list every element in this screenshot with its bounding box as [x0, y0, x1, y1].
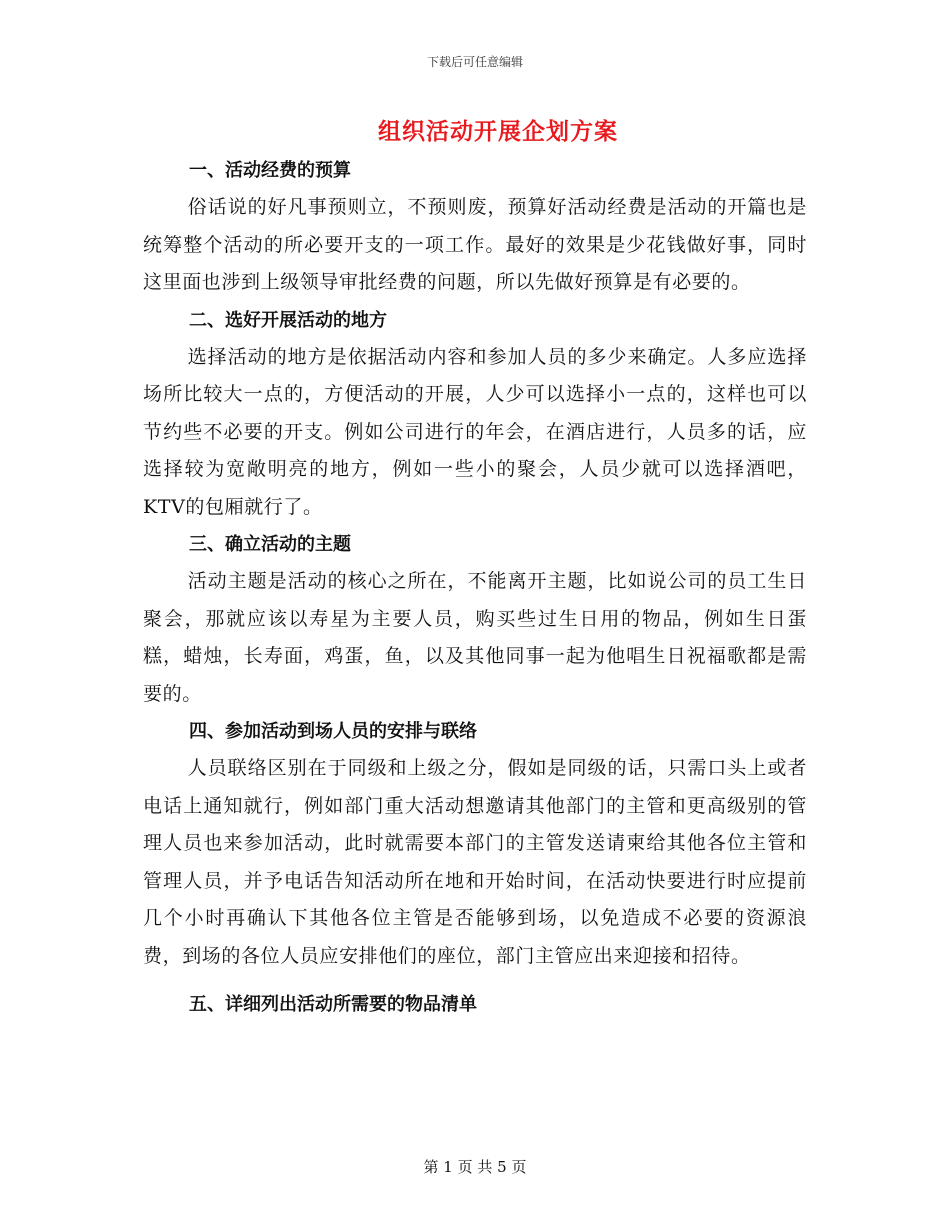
section-body-3: 活动主题是活动的核心之所在，不能离开主题，比如说公司的员工生日聚会，那就应该以寿星为主要人员，购买些过生日用的物品，例如生日蛋糕，蜡烛，长寿面，鸡蛋，鱼，以及其他同事一起为他唱生日祝福歌都是需要的。	[143, 570, 807, 705]
document-body	[143, 152, 807, 1023]
document-title: 组织活动开展企划方案	[378, 118, 618, 145]
page-number-footer: 第 1 页 共 5 页	[423, 1158, 527, 1176]
section-heading-2: 二、选好开展活动的地方	[189, 309, 387, 331]
section-heading-3: 三、确立活动的主题	[189, 534, 351, 555]
section-heading-5: 五、详细列出活动所需要的物品清单	[189, 994, 477, 1015]
section-body-2: 选择活动的地方是依据活动内容和参加人员的多少来确定。人多应选择场所比较大一点的，方便活动的开展，人少可以选择小一点的，这样也可以节约些不必要的开支。例如公司进行的年会，在酒店进行，人员多的话，应选择较为宽敞明亮的地方，例如一些小的聚会，人员少就可以选择酒吧，KTV的包厢就行了。	[143, 345, 807, 518]
section-heading-4: 四、参加活动到场人员的安排与联络	[189, 721, 477, 742]
section-body-1: 俗话说的好凡事预则立，不预则废，预算好活动经费是活动的开篇也是统筹整个活动的所必要开支的一项工作。最好的效果是少花钱做好事，同时这里面也涉到上级领导审批经费的问题，所以先做好预算是有必要的。	[143, 196, 807, 293]
header-note: 下载后可任意编辑	[426, 55, 523, 69]
section-heading-1: 一、活动经费的预算	[189, 160, 351, 181]
section-body-4: 人员联络区别在于同级和上级之分，假如是同级的话，只需口头上或者电话上通知就行，例如部门重大活动想邀请其他部门的主管和更高级别的管理人员也来参加活动，此时就需要本部门的主管发送请柬给其他各位主管和管理人员，并予电话告知活动所在地和开始时间，在活动快要进行时应提前几个小时再确认下其他各位主管是否能够到场，以免造成不必要的资源浪费，到场的各位人员应安排他们的座位，部门主管应出来迎接和招待。	[143, 757, 807, 967]
